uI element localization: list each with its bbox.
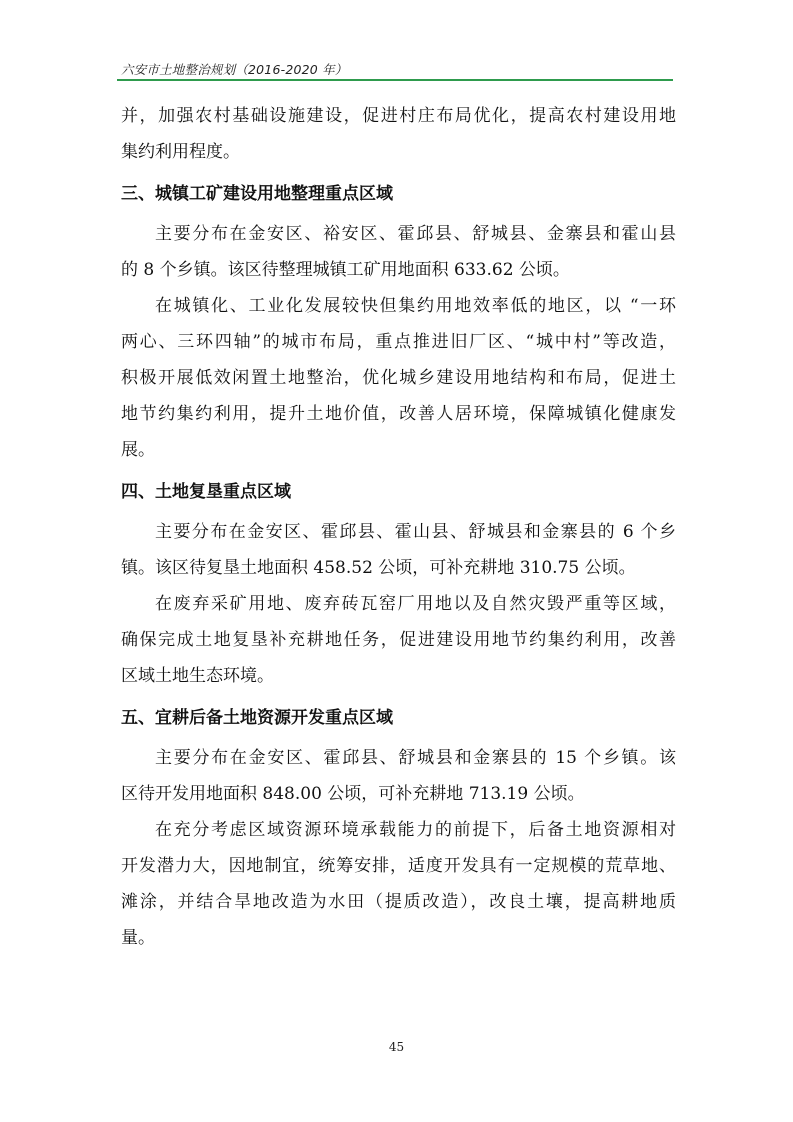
text-line: 集约利用程度。 [121, 142, 240, 162]
paragraph [121, 740, 676, 812]
text-line: 确保完成土地复垦补充耕地任务，促进建设用地节约集约利用，改善 [121, 630, 676, 650]
paragraph [121, 812, 676, 956]
section-heading-4: 四、土地复垦重点区域 [121, 482, 291, 502]
text-line: 滩涂，并结合旱地改造为水田（提质改造），改良土壤，提高耕地质 [121, 892, 676, 912]
text-line: 在废弃采矿用地、废弃砖瓦窑厂用地以及自然灾毁严重等区域， [155, 594, 676, 614]
text-line: 在城镇化、工业化发展较快但集约用地效率低的地区，以 “一环 [155, 296, 676, 316]
text-line: 两心、三环四轴”的城市布局，重点推进旧厂区、“城中村”等改造， [121, 332, 676, 352]
text-line: 积极开展低效闲置土地整治，优化城乡建设用地结构和布局，促进土 [121, 368, 676, 388]
paragraph [121, 514, 676, 586]
text-line: 地节约集约利用，提升土地价值，改善人居环境，保障城镇化健康发 [121, 404, 676, 424]
text-line: 量。 [121, 928, 155, 948]
text-line: 镇。该区待复垦土地面积 458.52 公顷，可补充耕地 310.75 公顷。 [121, 558, 636, 578]
text-line: 区待开发用地面积 848.00 公顷，可补充耕地 713.19 公顷。 [121, 784, 585, 804]
section-heading-5: 五、宜耕后备土地资源开发重点区域 [121, 708, 393, 728]
page-number: 45 [388, 1040, 405, 1054]
text-line: 主要分布在金安区、霍邱县、霍山县、舒城县和金寨县的 6 个乡 [155, 522, 676, 542]
text-line: 主要分布在金安区、霍邱县、舒城县和金寨县的 15 个乡镇。该 [155, 748, 676, 768]
text-line: 在充分考虑区域资源环境承载能力的前提下，后备土地资源相对 [155, 820, 676, 840]
paragraph [121, 288, 676, 468]
running-header: 六安市土地整治规划（2016-2020 年） [121, 62, 348, 77]
text-line: 的 8 个乡镇。该区待整理城镇工矿用地面积 633.62 公顷。 [121, 260, 570, 280]
section-heading-3: 三、城镇工矿建设用地整理重点区域 [121, 184, 393, 204]
text-line: 并，加强农村基础设施建设，促进村庄布局优化，提高农村建设用地 [121, 106, 676, 126]
text-line: 区域土地生态环境。 [121, 666, 274, 686]
header-divider [117, 79, 673, 81]
text-line: 开发潜力大，因地制宜，统筹安排，适度开发具有一定规模的荒草地、 [121, 856, 676, 876]
text-line: 展。 [121, 440, 155, 460]
paragraph [121, 586, 676, 694]
document-body [121, 98, 676, 956]
text-line: 主要分布在金安区、裕安区、霍邱县、舒城县、金寨县和霍山县 [155, 224, 676, 244]
paragraph-continued [121, 98, 676, 170]
paragraph [121, 216, 676, 288]
